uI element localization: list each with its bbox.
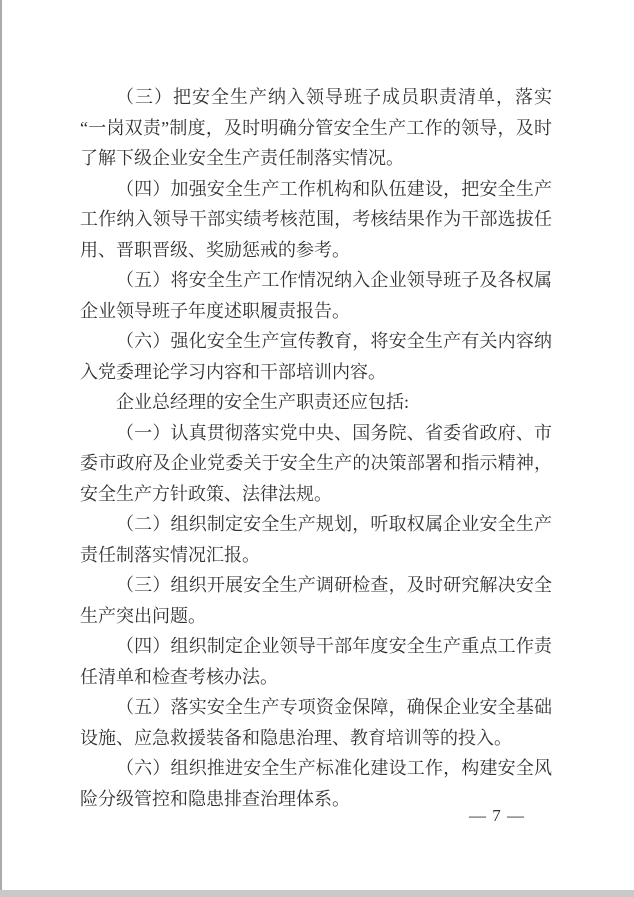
paragraph: （四）组织制定企业领导干部年度安全生产重点工作责任清单和检查考核办法。 <box>80 636 552 687</box>
paragraph: （三）把安全生产纳入领导班子成员职责清单，落实“一岗双责”制度，及时明确分管安全生产工作的领导，及时了解下级企业安全生产责任制落实情况。 <box>80 87 552 168</box>
paragraph: （二）组织制定安全生产规划，听取权属企业安全生产责任制落实情况汇报。 <box>80 514 552 565</box>
paragraph: （五）将安全生产工作情况纳入企业领导班子及各权属企业领导班子年度述职履责报告。 <box>80 270 552 321</box>
paragraph: （一）认真贯彻落实党中央、国务院、省委省政府、市委市政府及企业党委关于安全生产的决策部署和指示精神，安全生产方针政策、法律法规。 <box>80 422 552 504</box>
paragraph: 企业总经理的安全生产职责还应包括: <box>116 392 409 412</box>
page-number: — 7 — <box>469 806 525 825</box>
paragraph: （六）组织推进安全生产标准化建设工作，构建安全风险分级管控和隐患排查治理体系。 <box>80 758 552 809</box>
document-body <box>80 82 552 814</box>
paragraph: （三）组织开展安全生产调研检查，及时研究解决安全生产突出问题。 <box>80 575 552 626</box>
paragraph: （六）强化安全生产宣传教育，将安全生产有关内容纳入党委理论学习内容和干部培训内容。 <box>80 331 552 382</box>
paragraph: （四）加强安全生产工作机构和队伍建设，把安全生产工作纳入领导干部实绩考核范围，考核结果作为干部选拔任用、晋职晋级、奖励惩戒的参考。 <box>80 178 552 260</box>
page-bottom-edge-band <box>0 890 634 897</box>
page-left-edge-line <box>0 0 2 897</box>
paragraph: （五）落实安全生产专项资金保障，确保企业安全基础设施、应急救援装备和隐患治理、教育培训等的投入。 <box>80 697 552 748</box>
